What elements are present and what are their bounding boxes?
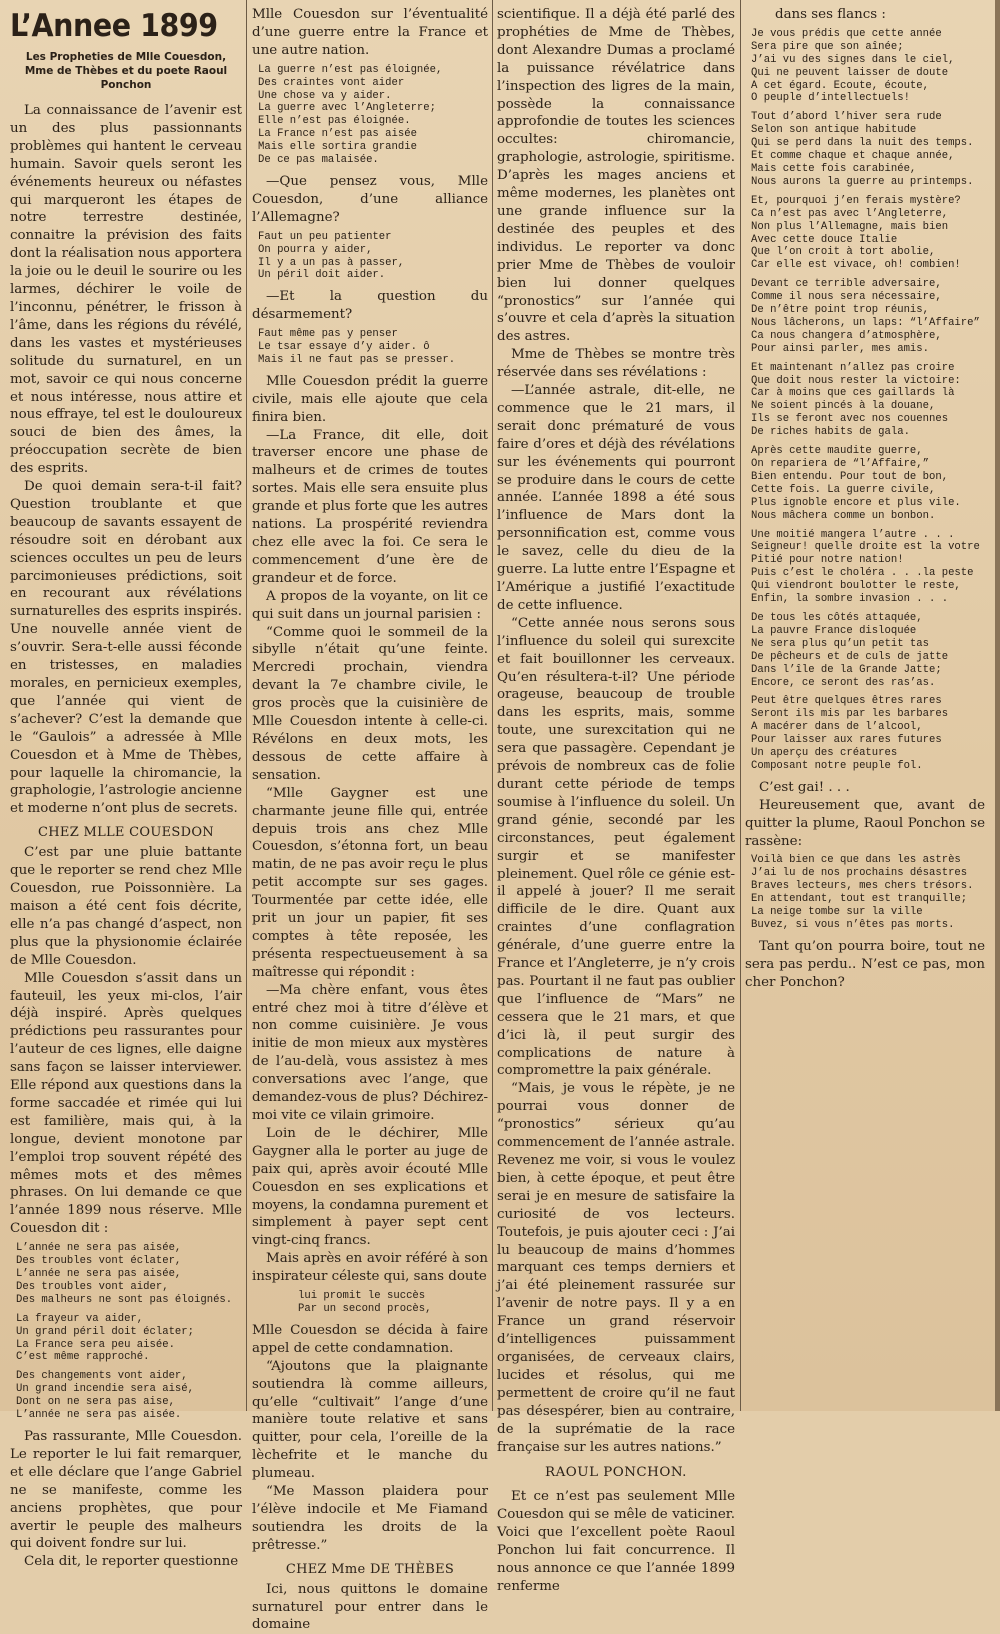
verse-line: Nous mâchera comme un bonbon. bbox=[751, 509, 936, 522]
verse-line: Selon son antique habitude bbox=[751, 124, 917, 137]
poem-block bbox=[751, 28, 985, 773]
paragraph: “Cette année nous serons sous l’influence du soleil qui surexcite et fait bouillonner les cerveaux. Qu’en résultera-t-il? Une période orageuse, beaucoup de trouble dans les esprits, mais, somme toute, une surexcitation qui ne sera que passagère. Cependant je prévois de nombreux cas de folie durant cette période de temps soumise à l’influence du soleil. Un grand génie, secondé par les circonstances, peut également surgir et se manifester pleinement. Quel rôle ce génie est-il appelé à jouer? Il me serait difficile de le dire. Quant aux craintes d’une conflagration générale, d’une guerre entre la France et l’Angleterre, je n’y crois pas. Pourtant il ne faut pas oublier que l’influence de “Mars” ne cessera que le 21 mars, et que d’ici là, il peut surgir des complications de nature à compromettre la paix générale. bbox=[497, 615, 735, 1079]
verse-line: Et maintenant n’allez pas croire bbox=[751, 361, 955, 374]
signature: RAOUL PONCHON. bbox=[545, 1465, 687, 1481]
verse-line: Le tsar essaye d’y aider. ô bbox=[258, 341, 430, 354]
verse-line: A cet égard. Ecoute, écoute, bbox=[751, 79, 930, 92]
verse-line: Un péril doit aider. bbox=[258, 269, 386, 282]
verse-line: La guerre n’est pas éloignée, bbox=[258, 63, 443, 76]
verse-line: Et, pourquoi j’en ferais mystère? bbox=[751, 194, 961, 207]
verse-line: L’année ne sera pas aisée, bbox=[16, 1242, 182, 1255]
verse-line: Mais il ne faut pas se presser. bbox=[258, 353, 456, 366]
verse-line: Car elle est vivace, oh! combien! bbox=[751, 259, 961, 272]
article-title: L’Annee 1899 bbox=[10, 8, 218, 44]
verse-line: Qui se perd dans la nuit des temps. bbox=[751, 137, 974, 150]
verse-line: On repariera de “l’Affaire,” bbox=[751, 458, 930, 470]
verse-line: Qui viendront boulotter le reste, bbox=[751, 580, 961, 593]
verse-line: De n’être point trop réunis, bbox=[751, 304, 930, 317]
verse-line: J’ai vu des signes dans le ciel, bbox=[751, 53, 955, 66]
verse-line: Mais elle sortira grandie bbox=[258, 141, 417, 154]
paragraph: Mais après en avoir référé à son inspirateur céleste qui, sans doute bbox=[252, 1251, 488, 1285]
verse-line: La neige tombe sur la ville bbox=[751, 906, 923, 919]
verse-line: L’année ne sera pas aisée, bbox=[16, 1268, 182, 1280]
paragraph: Mme de Thèbes se montre très réservée dans ses révélations : bbox=[497, 347, 735, 381]
paragraph: “Mlle Gaygner est une charmante jeune fille qui, entrée depuis trois ans chez Mlle Couesdon, s’étonna fort, un beau matin, de ne pas avoir reçu le plus petit accompte sur ses gages. Tourmentée par cette idée, elle prit un jour un papier, fit ses comptes à tête reposée, les présenta respectueusement à sa maîtresse qui répondit : bbox=[252, 785, 488, 980]
verse-line: La frayeur va aider, bbox=[16, 1312, 144, 1325]
verse-line: Un grand péril doit éclater; bbox=[16, 1325, 195, 1338]
verse-line: L’année ne sera pas aisée. bbox=[16, 1409, 182, 1422]
verse-line: Pour laisser aux rares futures bbox=[751, 734, 942, 747]
paragraph: C’est gai! . . . bbox=[759, 779, 850, 795]
verse-line: Des changements vont aider, bbox=[16, 1370, 188, 1383]
verse-line: Pitié pour notre nation! bbox=[751, 554, 904, 567]
verse-line: A macérer dans de l’alcool, bbox=[751, 721, 923, 734]
verse-line: Et comme chaque et chaque année, bbox=[751, 150, 955, 163]
verse-line: Qui ne peuvent laisser de doute bbox=[751, 66, 949, 79]
verse-line: Des craintes vont aider bbox=[258, 76, 405, 89]
verse-line: Faut même pas y penser bbox=[258, 328, 398, 341]
verse-line: Ca n’est pas avec l’Angleterre, bbox=[751, 207, 949, 220]
verse-line: Une moitié mangera l’autre . . . bbox=[751, 528, 955, 541]
paragraph: Tant qu’on pourra boire, tout ne sera pas perdu.. N’est ce pas, mon cher Ponchon? bbox=[745, 938, 985, 990]
paragraph: —Que pensez vous, Mlle Couesdon, d’une alliance l’Allemagne? bbox=[252, 173, 488, 225]
paragraph: La connaissance de l’avenir est un des plus passionnants problèmes qui hantent le cerveau humain. Savoir quels seront les événements heureux ou néfastes qui marqueront les étapes de notre terrestre destinée, connaitre la prévision des faits dont la réalisation nous apportera la joie ou le deuil le sourire ou les larmes, déchirer le voile de l’inconnu, pénétrer, le frisson à l’âme, dans les régions du révélé, dans les vastes et mystérieuses solitude du surnaturel, en un mot, savoir ce qui nous concerne et nous intéresse, nous attire et nous effraye, tel est le douloureux souci de bien des âmes, la préoccupation secrète de bien des esprits. bbox=[10, 103, 242, 477]
verse-line: Tout d’abord l’hiver sera rude bbox=[751, 111, 942, 124]
column-4 bbox=[745, 6, 985, 1406]
verse-line: De ce pas malaisée. bbox=[258, 154, 379, 167]
column-rule bbox=[246, 0, 247, 1411]
verse-line: En attendant, tout est tranquille; bbox=[751, 893, 968, 906]
verse-line: Mais cette fois carabinée, bbox=[751, 162, 917, 175]
column-2 bbox=[252, 6, 488, 1633]
column-1 bbox=[10, 6, 242, 1570]
paragraph: Mlle Couesdon prédit la guerre civile, mais elle ajoute que cela finira bien. bbox=[252, 373, 488, 425]
verse-line: Que doit nous rester la victoire: bbox=[751, 374, 961, 387]
verse-line: Faut un peu patienter bbox=[258, 230, 392, 243]
paragraph: Ici, nous quittons le domaine surnaturel pour entrer dans le domaine bbox=[252, 1581, 488, 1633]
verse-line: Après cette maudite guerre, bbox=[751, 445, 923, 458]
verse-line: Que l’on croit à tort abolie, bbox=[751, 246, 936, 259]
verse-line: Elle n’est pas éloignée. bbox=[258, 115, 411, 128]
verse-line: Peut être quelques êtres rares bbox=[751, 695, 942, 708]
paragraph: —L’année astrale, dit-elle, ne commence que le 21 mars, il serait donc prématuré de vous faire d’ores et déjà des révélations sur les événements qui pourront se produire dans le cours de cette année. L’année 1898 a été sous l’influence de Mars dont la personnification est, comme vous le savez, celle du dieu de la guerre. La lutte entre l’Espagne et l’Amérique a justifié l’exactitude de cette influence. bbox=[497, 383, 735, 613]
verse-line: Voilà bien ce que dans les astrès bbox=[751, 854, 961, 867]
paragraph: Mlle Couesdon s’assit dans un fauteuil, les yeux mi-clos, l’air déjà inspiré. Après quelques prédictions peu rassurantes pour l’auteur de ces lignes, elle daigne sans façon se laisser interviewer. Elle répond aux questions dans la forme saccadée et rimée qui lui est familière, mais qui, à la longue, devient monotone par l’emploi trop souvent répété des mêmes mots et des mêmes phrases. On lui demande ce que l’année 1899 nous réserve. Mlle Couesdon dit : bbox=[10, 970, 242, 1237]
paragraph: “Ajoutons que la plaignante soutiendra là comme ailleurs, qu’elle “cultivait” l’ange d’une manière toute relative et sans quitter, pour cela, l’oreille de la lèchefrite et le manche du plumeau. bbox=[252, 1358, 488, 1482]
section-heading: CHEZ MLLE COUESDON bbox=[38, 825, 214, 841]
verse-line: Dont on ne sera pas aise, bbox=[16, 1396, 175, 1409]
verse-line: Cette fois. La guerre civile, bbox=[751, 483, 936, 496]
column-3 bbox=[497, 6, 736, 1594]
paragraph: C’est par une pluie battante que le reporter se rend chez Mlle Couesdon, rue Poissonnière. La maison a été cent fois décrite, elle n’a pas changé d’aspect, non plus que la physionomie éclairée de Mlle Couesdon. bbox=[10, 845, 242, 968]
paragraph: De quoi demain sera-t-il fait? Question troublante et que beaucoup de savants essayent de résoudre soit en dérobant aux sciences occultes un peu de leurs parcimonieuses prédictions, soit en recourant aux révélations surnaturelles des esprits inspirés. Une nouvelle année vient de s’ouvrir. Sera-t-elle aussi féconde en tristesses, en maladies morales, en pernicieux exemples, que l’année qui vient de s’achever? C’est la demande que le “Gaulois” a adressée à Mlle Couesdon et à Mme de Thèbes, pour laquelle la chiromancie, la graphologie, l’astrologie ancienne et moderne n’ont plus de secrets. bbox=[10, 479, 242, 817]
paragraph: Et ce n’est pas seulement Mlle Couesdon qui se mêle de vaticiner. Voici que l’excellent poète Raoul Ponchon lui fait concurrence. Il nous annonce ce que l’année 1899 renferme bbox=[497, 1489, 735, 1594]
verse-line: Puis c’est le choléra . . .la peste bbox=[751, 567, 974, 580]
paragraph: Cela dit, le reporter questionne bbox=[24, 1554, 239, 1570]
verse-line: La France sera peu aisée. bbox=[16, 1338, 175, 1351]
verse-line: Enfin, la sombre invasion . . . bbox=[751, 593, 949, 606]
verse-line: Des troubles vont éclater, bbox=[16, 1255, 182, 1268]
column-rule bbox=[740, 0, 741, 1411]
verse-line: Ne soient pincés à la douane, bbox=[751, 400, 936, 413]
verse-line: Je vous prédis que cette année bbox=[751, 27, 942, 40]
verse-block bbox=[258, 1290, 488, 1316]
verse-line: Un aperçu des créatures bbox=[751, 747, 898, 760]
paragraph: Heureusement que, avant de quitter la plume, Raoul Ponchon se rassène: bbox=[745, 797, 985, 849]
verse-line: Ca nous changera d’atmosphère, bbox=[751, 329, 942, 342]
paragraph: Mlle Couesdon se décida à faire appel de cette condamnation. bbox=[252, 1322, 488, 1356]
verse-line: Nous aurons la guerre au printemps. bbox=[751, 175, 974, 188]
verse-line: Il y a un pas à passer, bbox=[258, 256, 405, 269]
verse-line: Des troubles vont aider, bbox=[16, 1280, 169, 1293]
verse-line: Avec cette douce Italie bbox=[751, 233, 898, 246]
verse-line: Seront ils mis par les barbares bbox=[751, 708, 949, 721]
verse-line: Non plus l’Allemagne, mais bien bbox=[751, 220, 949, 233]
article-subtitle: Les Propheties de Mlle Couesdon, Mme de Thèbes et du poete Raoul Ponchon bbox=[24, 51, 228, 91]
verse-line: O peuple d’intellectuels! bbox=[751, 92, 910, 105]
paragraph: —Ma chère enfant, vous êtes entré chez moi à titre d’élève et non comme cuisinière. Je vous initie de mon mieux aux mystères de l’au-delà, vous assistez à mes conversations avec l’ange, que demandez-vous de plus? Déchirez-moi vite ce vilain grimoire. bbox=[252, 982, 488, 1123]
verse-line: La guerre avec l’Angleterre; bbox=[258, 102, 437, 115]
verse-line: Nous lâcherons, un laps: “l’Affaire” bbox=[751, 316, 980, 329]
paragraph: —La France, dit elle, doit traverser encore une phase de malheurs et de crimes de toutes sortes. Mais elle sera ensuite plus grande et plus forte que les autres nations. La prospérité reviendra chez elle avec la foi. Ce sera le commencement d’une ère de grandeur et de force. bbox=[252, 427, 488, 586]
paragraph: —Et la question du désarmement? bbox=[252, 289, 488, 323]
verse-line: Plus ignoble encore et plus vile. bbox=[751, 496, 961, 509]
verse-line: La France n’est pas aisée bbox=[258, 128, 417, 141]
verse-line: Ils se feront avec nos couennes bbox=[751, 413, 949, 426]
verse-line: Bien entendu. Pour tout de bon, bbox=[751, 470, 949, 483]
verse-line: Composant notre peuple fol. bbox=[751, 759, 923, 772]
verse-line: Encore, ce seront des ras’as. bbox=[751, 676, 936, 689]
paragraph: A propos de la voyante, on lit ce qui suit dans un journal parisien : bbox=[252, 588, 488, 622]
verse-line: Une chose va y aider. bbox=[258, 89, 392, 102]
verse-line: Car à moins que ces gaillards là bbox=[751, 387, 955, 400]
verse-block bbox=[16, 1242, 242, 1422]
paragraph: “Comme quoi le sommeil de la sibylle n’était qu’une feinte. Mercredi prochain, viendra devant la 7e chambre civile, le gros procès que la cuisinière de Mlle Couesdon intente à celle-ci. Révélons en deux mots, les dessous de cette affaire à sensation. bbox=[252, 624, 488, 783]
verse-line: Pour ainsi parler, mes amis. bbox=[751, 342, 930, 355]
verse-line: De riches habits de gala. bbox=[751, 426, 910, 439]
column-rule bbox=[492, 0, 493, 1411]
paragraph: “Me Masson plaidera pour l’élève indocile et Me Fiamand soutiendra les droits de la prêtresse.” bbox=[252, 1484, 488, 1553]
verse-line: Sera pire que son aînée; bbox=[751, 40, 904, 53]
section-heading: CHEZ Mme DE THÈBES bbox=[285, 1561, 455, 1577]
poem-block bbox=[751, 854, 985, 931]
verse-line: Ne sera plus qu’un petit tas bbox=[751, 637, 930, 650]
paragraph: Mlle Couesdon sur l’éventualité d’une guerre entre la France et une autre nation. bbox=[252, 7, 488, 58]
verse-line: Devant ce terrible adversaire, bbox=[751, 278, 942, 291]
verse-line: Comme il nous sera nécessaire, bbox=[751, 291, 942, 304]
verse-line: Un grand incendie sera aisé, bbox=[16, 1383, 195, 1396]
paragraph: dans ses flancs : bbox=[775, 7, 886, 22]
paragraph: Pas rassurante, Mlle Couesdon. Le reporter le lui fait remarquer, et elle déclare que l’ange Gabriel ne se manifeste, comme les anciens prophètes, que pour avertir le peuple des malheurs qui doivent fondre sur lui. bbox=[10, 1428, 242, 1552]
verse-line: De pêcheurs et de culs de jatte bbox=[751, 650, 949, 663]
paragraph: scientifique. Il a déjà été parlé des prophéties de Mme de Thèbes, dont Alexandre Dumas a proclamé la puissance révélatrice dans l’inspection des ligres de la main, possède la connaissance approfondie de toutes les sciences occultes: chiromancie, graphologie, astrologie, spiritisme. D’après les mages anciens et même modernes, les planètes ont une grande influence sur la destinée des peuples et des individus. Le reporter va donc prier Mme de Thèbes de vouloir bien lui donner quelques “pronostics” sur l’année qui s’ouvre et cela d’après la situation des astres. bbox=[497, 7, 736, 345]
paragraph: Loin de le déchirer, Mlle Gaygner alla le porter au juge de paix qui, après avoir écouté Mlle Couesdon en ses explications et moyens, la condamna purement et simplement à payer sept cent vingt-cinq francs. bbox=[252, 1125, 488, 1249]
verse-line: Braves lecteurs, mes chers trésors. bbox=[751, 880, 974, 893]
verse-block bbox=[258, 328, 488, 367]
verse-line: On pourra y aider, bbox=[258, 243, 373, 256]
verse-line: Buvez, si vous n’êtes pas morts. bbox=[751, 919, 955, 931]
verse-line: Dans l’île de la Grande Jatte; bbox=[751, 663, 942, 676]
paragraph: “Mais, je vous le répète, je ne pourrai vous donner de “pronostics” sérieux qu’au commencement de l’année astrale. Revenez me voir, si vous le voulez bien, à cette époque, et peut être serai je en mesure de satisfaire la curiosité de vos lecteurs. Toutefois, je puis ajouter ceci : J’ai lu beaucoup de mains d’hommes marquant ces temps derniers et j’ai été pleinement rassurée sur l’avenir de notre pays. Il y a en France un grand réservoir d’intelligences puissamment organisées, de cerveaux clairs, lucides et résolus, qui me permettent de croire qu’il ne faut pas désespérer, bien au contraire, de la suprématie de la race française sur les autres nations.” bbox=[497, 1081, 735, 1455]
verse-line: Des malheurs ne sont pas éloignés. bbox=[16, 1293, 233, 1306]
verse-line: De tous les côtés attaquée, bbox=[751, 611, 923, 624]
verse-line: La pauvre France disloquée bbox=[751, 624, 917, 637]
verse-line: Seigneur! quelle droite est la votre bbox=[751, 541, 980, 554]
verse-line: C’est même rapproché. bbox=[16, 1351, 150, 1364]
page-edge bbox=[995, 0, 1000, 1411]
verse-line: J’ai lu de nos prochains désastres bbox=[751, 867, 968, 880]
verse-block bbox=[258, 64, 488, 167]
verse-line: Par un second procès, bbox=[298, 1302, 432, 1315]
verse-line: lui promit le succès bbox=[298, 1290, 426, 1303]
verse-block bbox=[258, 231, 488, 283]
